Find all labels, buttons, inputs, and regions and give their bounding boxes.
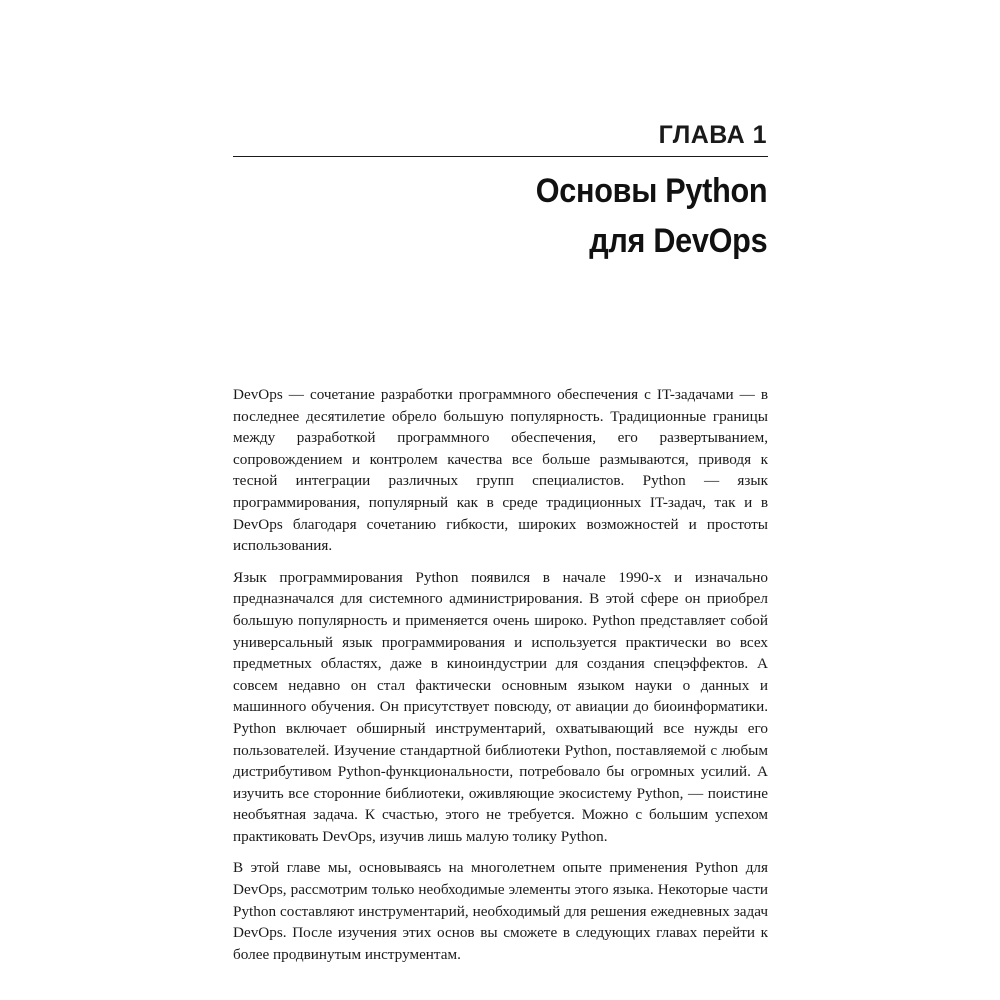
chapter-title-line-2: для DevOps <box>588 222 767 260</box>
paragraph-2: Язык программирования Python появился в начале 1990-х и изначально предназначался для системного администрирования. В этой сфере он приобрел большую популярность и применяется очень широко. Python представляет собой универсальный язык программирования и используется практически во всех предметных областях, даже в киноиндустрии для создания спецэффектов. А совсем недавно он стал фактически основным языком науки о данных и машинного обучения. Он присутствует повсюду, от авиации до биоинформатики. Python включает обширный инструментарий, охватывающий все нужды его пользователей. Изучение стандартной библиотеки Python, поставляемой с любым дистрибутивом Python-функциональности, потребовало бы огромных усилий. А изучить все сторонние библиотеки, оживляющие экосистему Python, — поистине необъятная задача. К счастью, этого не требуется. Можно с большим успехом практиковать DevOps, изучив лишь малую толику Python. <box>233 568 768 845</box>
chapter-label: ГЛАВА 1 <box>658 121 767 149</box>
chapter-body <box>233 384 768 975</box>
chapter-divider <box>233 156 768 157</box>
chapter-title-line-1: Основы Python <box>535 172 767 210</box>
paragraph-1: DevOps — сочетание разработки программного обеспечения с IT-задачами — в последнее десятилетие обрело большую популярность. Традиционные границы между разработкой программного обеспечения, его развертыванием, сопровождением и контролем качества все больше размываются, приводя к тесной интеграции различных групп специалистов. Python — язык программирования, популярный как в среде традиционных IT-задач, так и в DevOps благодаря сочетанию гибкости, широких возможностей и простоты использования. <box>233 386 768 555</box>
chapter-title <box>535 166 767 266</box>
paragraph-3: В этой главе мы, основываясь на многолетнем опыте применения Python для DevOps, рассмотрим только необходимые элементы этого языка. Некоторые части Python составляют инструментарий, необходимый для решения ежедневных задач DevOps. После изучения этих основ вы сможете в следующих главах перейти к более продвинутым инструментам. <box>233 859 768 963</box>
